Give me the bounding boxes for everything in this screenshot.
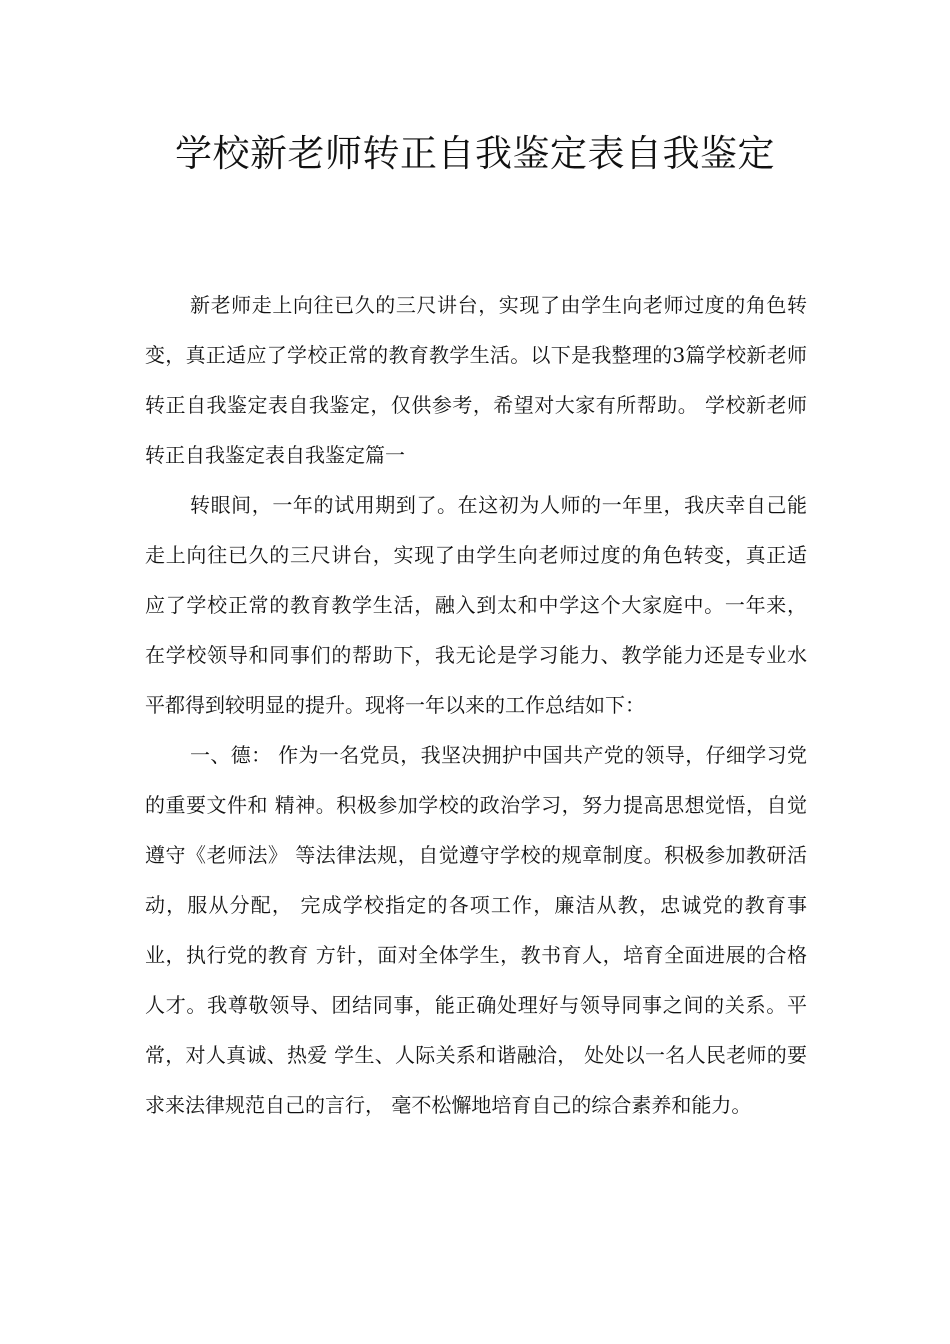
paragraph-summary: 转眼间，一年的试用期到了。在这初为人师的一年里，我庆幸自己能 走上向往已久的三尺讲台，实现了由学生向老师过度的角色转变，真正适 应了学校正常的教育教学生活，融入到太和中学这个大家庭中。一年来， 在学校领导和同事们的帮助下，我无论是学习能力、教学能力还是专业水 平都得到较明显的提升。现将一年以来的工作总结如下： (145, 493, 807, 717)
document-body (145, 280, 807, 1130)
paragraph-morality: 一、德： 作为一名党员，我坚决拥护中国共产党的领导，仔细学习党的重要文件和 精神。积极参加学校的政治学习，努力提高思想觉悟，自觉遵守《老师法》 等法律法规，自觉遵守学校的规章制度。积极参加教研活动，服从分配， 完成学校指定的各项工作，廉洁从教，忠诚党的教育事业，执行党的教育 方针，面对全体学生，教书育人，培育全面进展的合格人才。我尊敬领导、团结同事，能正确处理好与领导同事之间的关系。平常，对人真诚、热爱 学生、人际关系和谐融洽， 处处以一名人民老师的要求来法律规范自己的言行， 毫不松懈地培育自己的综合素养和能力。 (145, 743, 807, 1117)
paragraph-intro: 新老师走上向往已久的三尺讲台，实现了由学生向老师过度的角色转变，真正适应了学校正常的教育教学生活。以下是我整理的3篇学校新老师转正自我鉴定表自我鉴定，仅供参考，希望对大家有所帮助。 学校新老师转正自我鉴定表自我鉴定篇一 (145, 293, 807, 467)
document-title: 学校新老师转正自我鉴定表自我鉴定 (175, 132, 775, 175)
